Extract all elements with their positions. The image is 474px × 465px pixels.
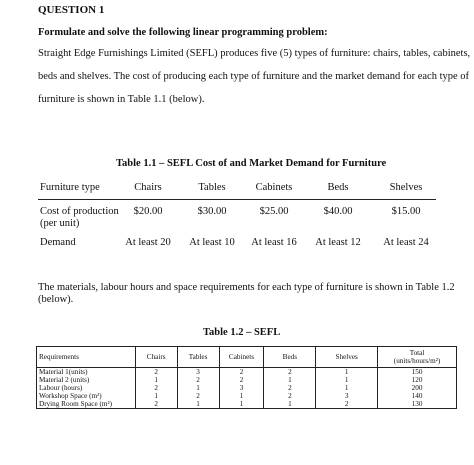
cell-chairs: 1 <box>135 376 177 384</box>
cell-cabinets: 1 <box>219 400 264 409</box>
paragraph-line-2: beds and shelves. The cost of producing each type of furniture and the market demand for each type of <box>38 71 470 82</box>
row-label: Drying Room Space (m²) <box>37 400 136 409</box>
table1-cost-chairs: $20.00 <box>133 206 163 217</box>
table2-header-cabinets: Cabinets <box>219 347 264 368</box>
table-row <box>37 368 457 377</box>
table1-cost-tables: $30.00 <box>197 206 227 217</box>
table1-demand-tables: At least 10 <box>189 237 235 248</box>
cell-beds: 2 <box>264 384 316 392</box>
table1-demand-beds: At least 12 <box>315 237 361 248</box>
table1-demand-label: Demand <box>40 237 76 248</box>
row-label: Material 2 (units) <box>37 376 136 384</box>
cell-shelves: 2 <box>316 400 378 409</box>
table2-header-beds: Beds <box>264 347 316 368</box>
cell-total: 120 <box>378 376 457 384</box>
table-row <box>37 400 457 409</box>
table2-header-tables: Tables <box>177 347 219 368</box>
table1-cost-beds: $40.00 <box>323 206 353 217</box>
table2-header-total-line2: (units/hours/m²) <box>393 357 441 365</box>
cell-tables: 2 <box>177 376 219 384</box>
table1-demand-shelves: At least 24 <box>383 237 429 248</box>
table2-header-total-line1: Total <box>409 349 425 357</box>
cell-cabinets: 2 <box>219 368 264 377</box>
cell-total: 150 <box>378 368 457 377</box>
table2-header-shelves: Shelves <box>316 347 378 368</box>
cell-cabinets: 2 <box>219 376 264 384</box>
table1-header-beds: Beds <box>327 182 349 193</box>
cell-total: 200 <box>378 384 457 392</box>
table2-header-chairs: Chairs <box>135 347 177 368</box>
cell-beds: 2 <box>264 368 316 377</box>
table1-cost-cabinets: $25.00 <box>259 206 289 217</box>
between-text-line-1: The materials, labour hours and space requirements for each type of furniture is shown in Table 1.2 <box>38 282 455 293</box>
cell-beds: 1 <box>264 400 316 409</box>
table1-header-cabinets: Cabinets <box>255 182 293 193</box>
cell-tables: 1 <box>177 384 219 392</box>
cell-cabinets: 3 <box>219 384 264 392</box>
question-instruction: Formulate and solve the following linear programming problem: <box>38 27 328 38</box>
table2-header-requirements: Requirements <box>37 347 136 368</box>
row-label: Labour (hours) <box>37 384 136 392</box>
row-label: Workshop Space (m²) <box>37 392 136 400</box>
cell-tables: 3 <box>177 368 219 377</box>
cell-chairs: 2 <box>135 384 177 392</box>
cell-beds: 2 <box>264 392 316 400</box>
table1-cost-label-sub: (per unit) <box>40 218 80 229</box>
table1-caption: Table 1.1 – SEFL Cost of and Market Demand for Furniture <box>116 158 387 169</box>
paragraph-line-1: Straight Edge Furnishings Limited (SEFL) produces five (5) types of furniture: chairs, tables, cabinets, <box>38 48 471 59</box>
cell-shelves: 1 <box>316 384 378 392</box>
table-row <box>37 376 457 384</box>
table-row <box>37 384 457 392</box>
between-text-line-2: (below). <box>38 294 74 305</box>
question-title: QUESTION 1 <box>38 4 105 16</box>
cell-chairs: 1 <box>135 392 177 400</box>
table1-header-rule <box>38 199 436 200</box>
table-row <box>37 392 457 400</box>
cell-chairs: 2 <box>135 368 177 377</box>
table1-header-chairs: Chairs <box>134 182 162 193</box>
table2 <box>36 346 457 409</box>
table1-header-tables: Tables <box>198 182 226 193</box>
table1-demand-cabinets: At least 16 <box>251 237 297 248</box>
table1-cost-label: Cost of production <box>40 206 119 217</box>
paragraph-line-3: furniture is shown in Table 1.1 (below). <box>38 94 205 105</box>
cell-total: 130 <box>378 400 457 409</box>
cell-chairs: 2 <box>135 400 177 409</box>
cell-shelves: 1 <box>316 376 378 384</box>
cell-tables: 1 <box>177 400 219 409</box>
table2-header-row <box>37 347 457 368</box>
cell-tables: 2 <box>177 392 219 400</box>
cell-total: 140 <box>378 392 457 400</box>
cell-beds: 1 <box>264 376 316 384</box>
table1-header-shelves: Shelves <box>389 182 423 193</box>
cell-cabinets: 1 <box>219 392 264 400</box>
table1-demand-chairs: At least 20 <box>125 237 171 248</box>
table1-header-type: Furniture type <box>40 182 100 193</box>
cell-shelves: 3 <box>316 392 378 400</box>
table2-header-total <box>378 347 457 368</box>
cell-shelves: 1 <box>316 368 378 377</box>
table1-cost-shelves: $15.00 <box>391 206 421 217</box>
row-label: Material 1(units) <box>37 368 136 377</box>
table2-caption: Table 1.2 – SEFL <box>203 327 281 338</box>
